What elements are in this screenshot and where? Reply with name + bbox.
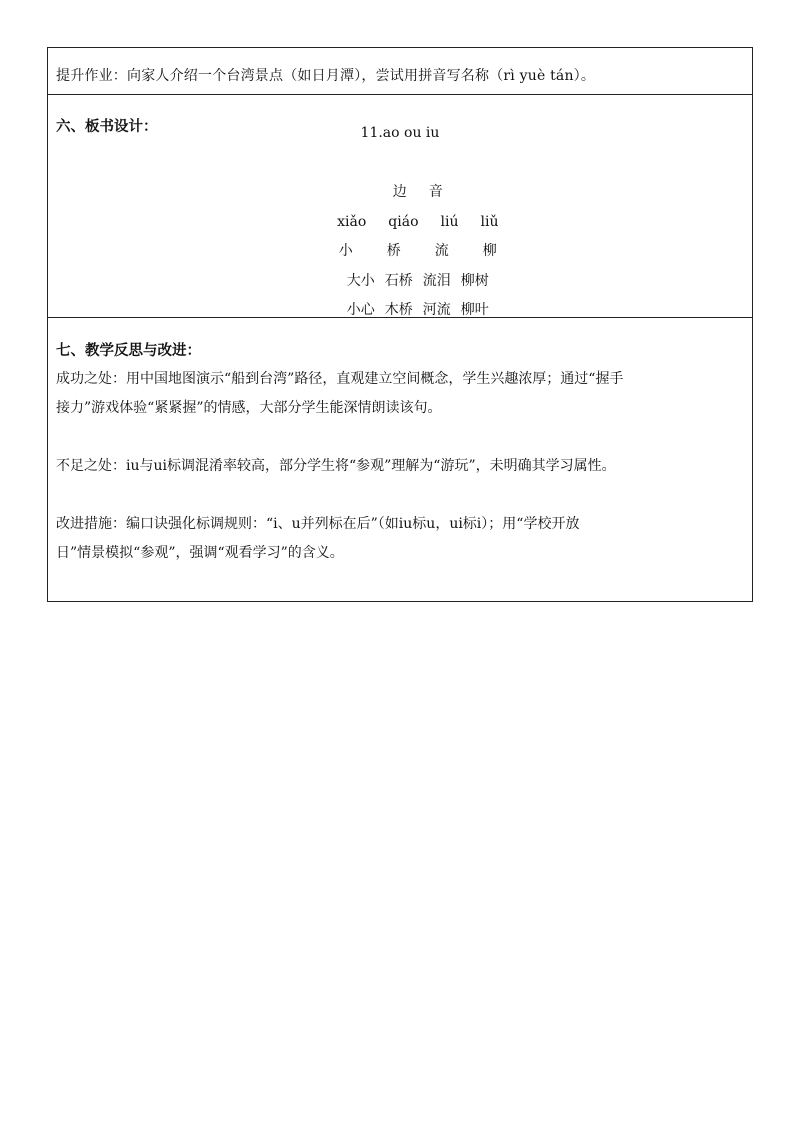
subtitle-char: 音 (428, 184, 443, 200)
success-text-line-1: 成功之处：用中国地图演示“船到台湾”路径，直观建立空间概念，学生兴趣浓厚；通过“握手 (56, 371, 624, 387)
word-item: 石桥 (384, 272, 413, 289)
char-item: 桥 (386, 243, 401, 259)
success-text-line-2: 接力”游戏体验“紧紧握”的情感，大部分学生能深情朗读该句。 (56, 400, 442, 416)
pinyin-item: xiǎo (337, 213, 367, 230)
word-item: 大小 (346, 272, 375, 289)
word-item: 小心 (346, 302, 375, 318)
spacer (56, 423, 752, 452)
board-content (48, 119, 752, 318)
spacer (56, 481, 752, 510)
word-item: 木桥 (384, 302, 413, 318)
pinyin-item: qiáo (388, 213, 419, 230)
word-item: 柳叶 (460, 302, 489, 318)
board-subtitle (48, 149, 752, 200)
word-item: 流泪 (422, 272, 451, 289)
board-design-heading: 六、板书设计： (56, 118, 158, 135)
char-item: 小 (338, 243, 353, 259)
board-title: 11.ao ou iu (360, 125, 440, 141)
pinyin-item: liú (440, 213, 459, 230)
lesson-plan-table (47, 47, 753, 602)
char-item: 柳 (482, 243, 497, 259)
reflection-heading: 七、教学反思与改进： (56, 342, 201, 359)
char-item: 流 (434, 243, 449, 259)
pinyin-item: liǔ (480, 213, 499, 230)
word-item: 河流 (422, 302, 451, 318)
word-item: 柳树 (460, 272, 489, 289)
reflection-row (48, 318, 752, 601)
improvement-text-line-1: 改进措施：编口诀强化标调规则：“i、u并列标在后”（如iu标u，ui标i）；用“学校开放 (56, 516, 580, 532)
improvement-text-line-2: 日”情景模拟“参观”，强调“观看学习”的含义。 (56, 545, 344, 561)
homework-row (48, 48, 752, 95)
board-design-row (48, 95, 752, 318)
homework-text: 提升作业：向家人介绍一个台湾景点（如日月潭），尝试用拼音写名称（rì yuè tán）。 (56, 68, 596, 84)
subtitle-char: 边 (392, 184, 407, 200)
shortcoming-text: 不足之处：iu与ui标调混淆率较高，部分学生将“参观”理解为“游玩”，未明确其学习属性。 (56, 458, 616, 474)
